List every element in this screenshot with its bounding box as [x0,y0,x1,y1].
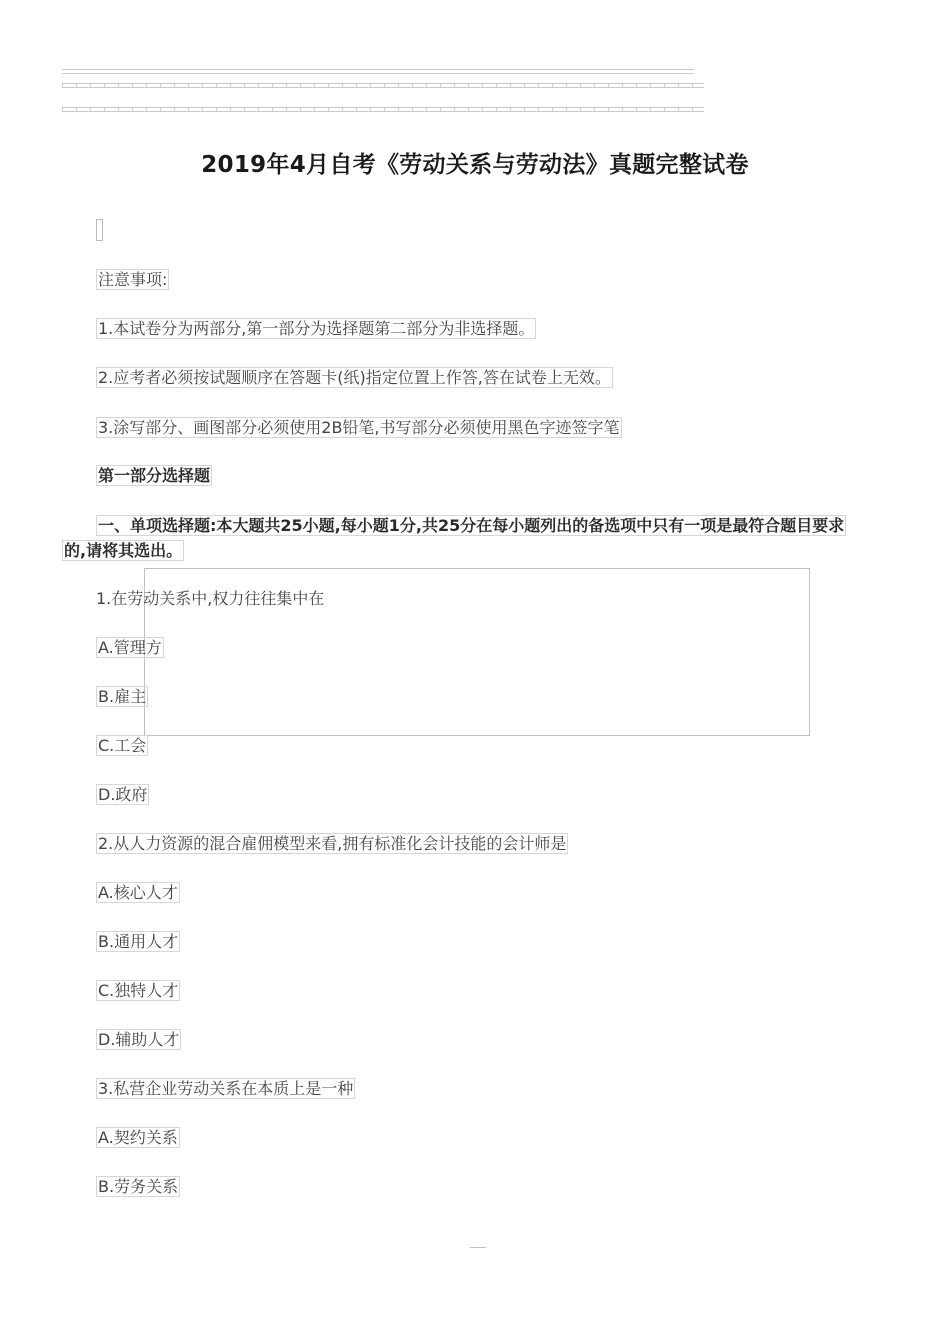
header-rule-top [62,69,694,74]
page-footer-mark [470,1247,486,1252]
option-item: B.劳务关系 [98,1177,179,1196]
option-item: A.核心人才 [98,883,178,902]
notice-item: 3.涂写部分、画图部分必须使用2B铅笔,书写部分必须使用黑色字迹签字笔 [98,418,620,437]
part-one-heading: 第一部分选择题 [98,466,211,485]
notice-heading: 注意事项: [98,270,168,289]
option-item: D.辅助人才 [98,1030,180,1049]
option-item: A.契约关系 [98,1128,178,1147]
text-cursor-marker [96,219,103,241]
instruction-line: 的,请将其选出。 [64,541,183,560]
option-item: B.雇主 [98,687,147,706]
notice-item: 2.应考者必须按试题顺序在答题卡(纸)指定位置上作答,答在试卷上无效。 [98,368,611,387]
notice-item: 1.本试卷分为两部分,第一部分为选择题第二部分为非选择题。 [98,319,535,338]
option-item: B.通用人才 [98,932,179,951]
section-instruction [62,513,890,563]
option-item: A.管理方 [98,638,162,657]
option-item: D.政府 [98,785,148,804]
header-rule-middle [62,83,704,88]
instruction-line: 一、单项选择题:本大题共25小题,每小题1分,共25分在每小题列出的备选项中只有一项是最符合题目要求 [98,516,845,535]
question-stem: 1.在劳动关系中,权力往往集中在 [96,589,325,608]
header-rule-bottom [62,107,704,112]
question-stem: 3.私营企业劳动关系在本质上是一种 [98,1079,354,1098]
page-title: 2019年4月自考《劳动关系与劳动法》真题完整试卷 [201,152,749,178]
question-stem: 2.从人力资源的混合雇佣模型来看,拥有标准化会计技能的会计师是 [98,834,567,853]
option-item: C.独特人才 [98,981,179,1000]
option-item: C.工会 [98,736,147,755]
